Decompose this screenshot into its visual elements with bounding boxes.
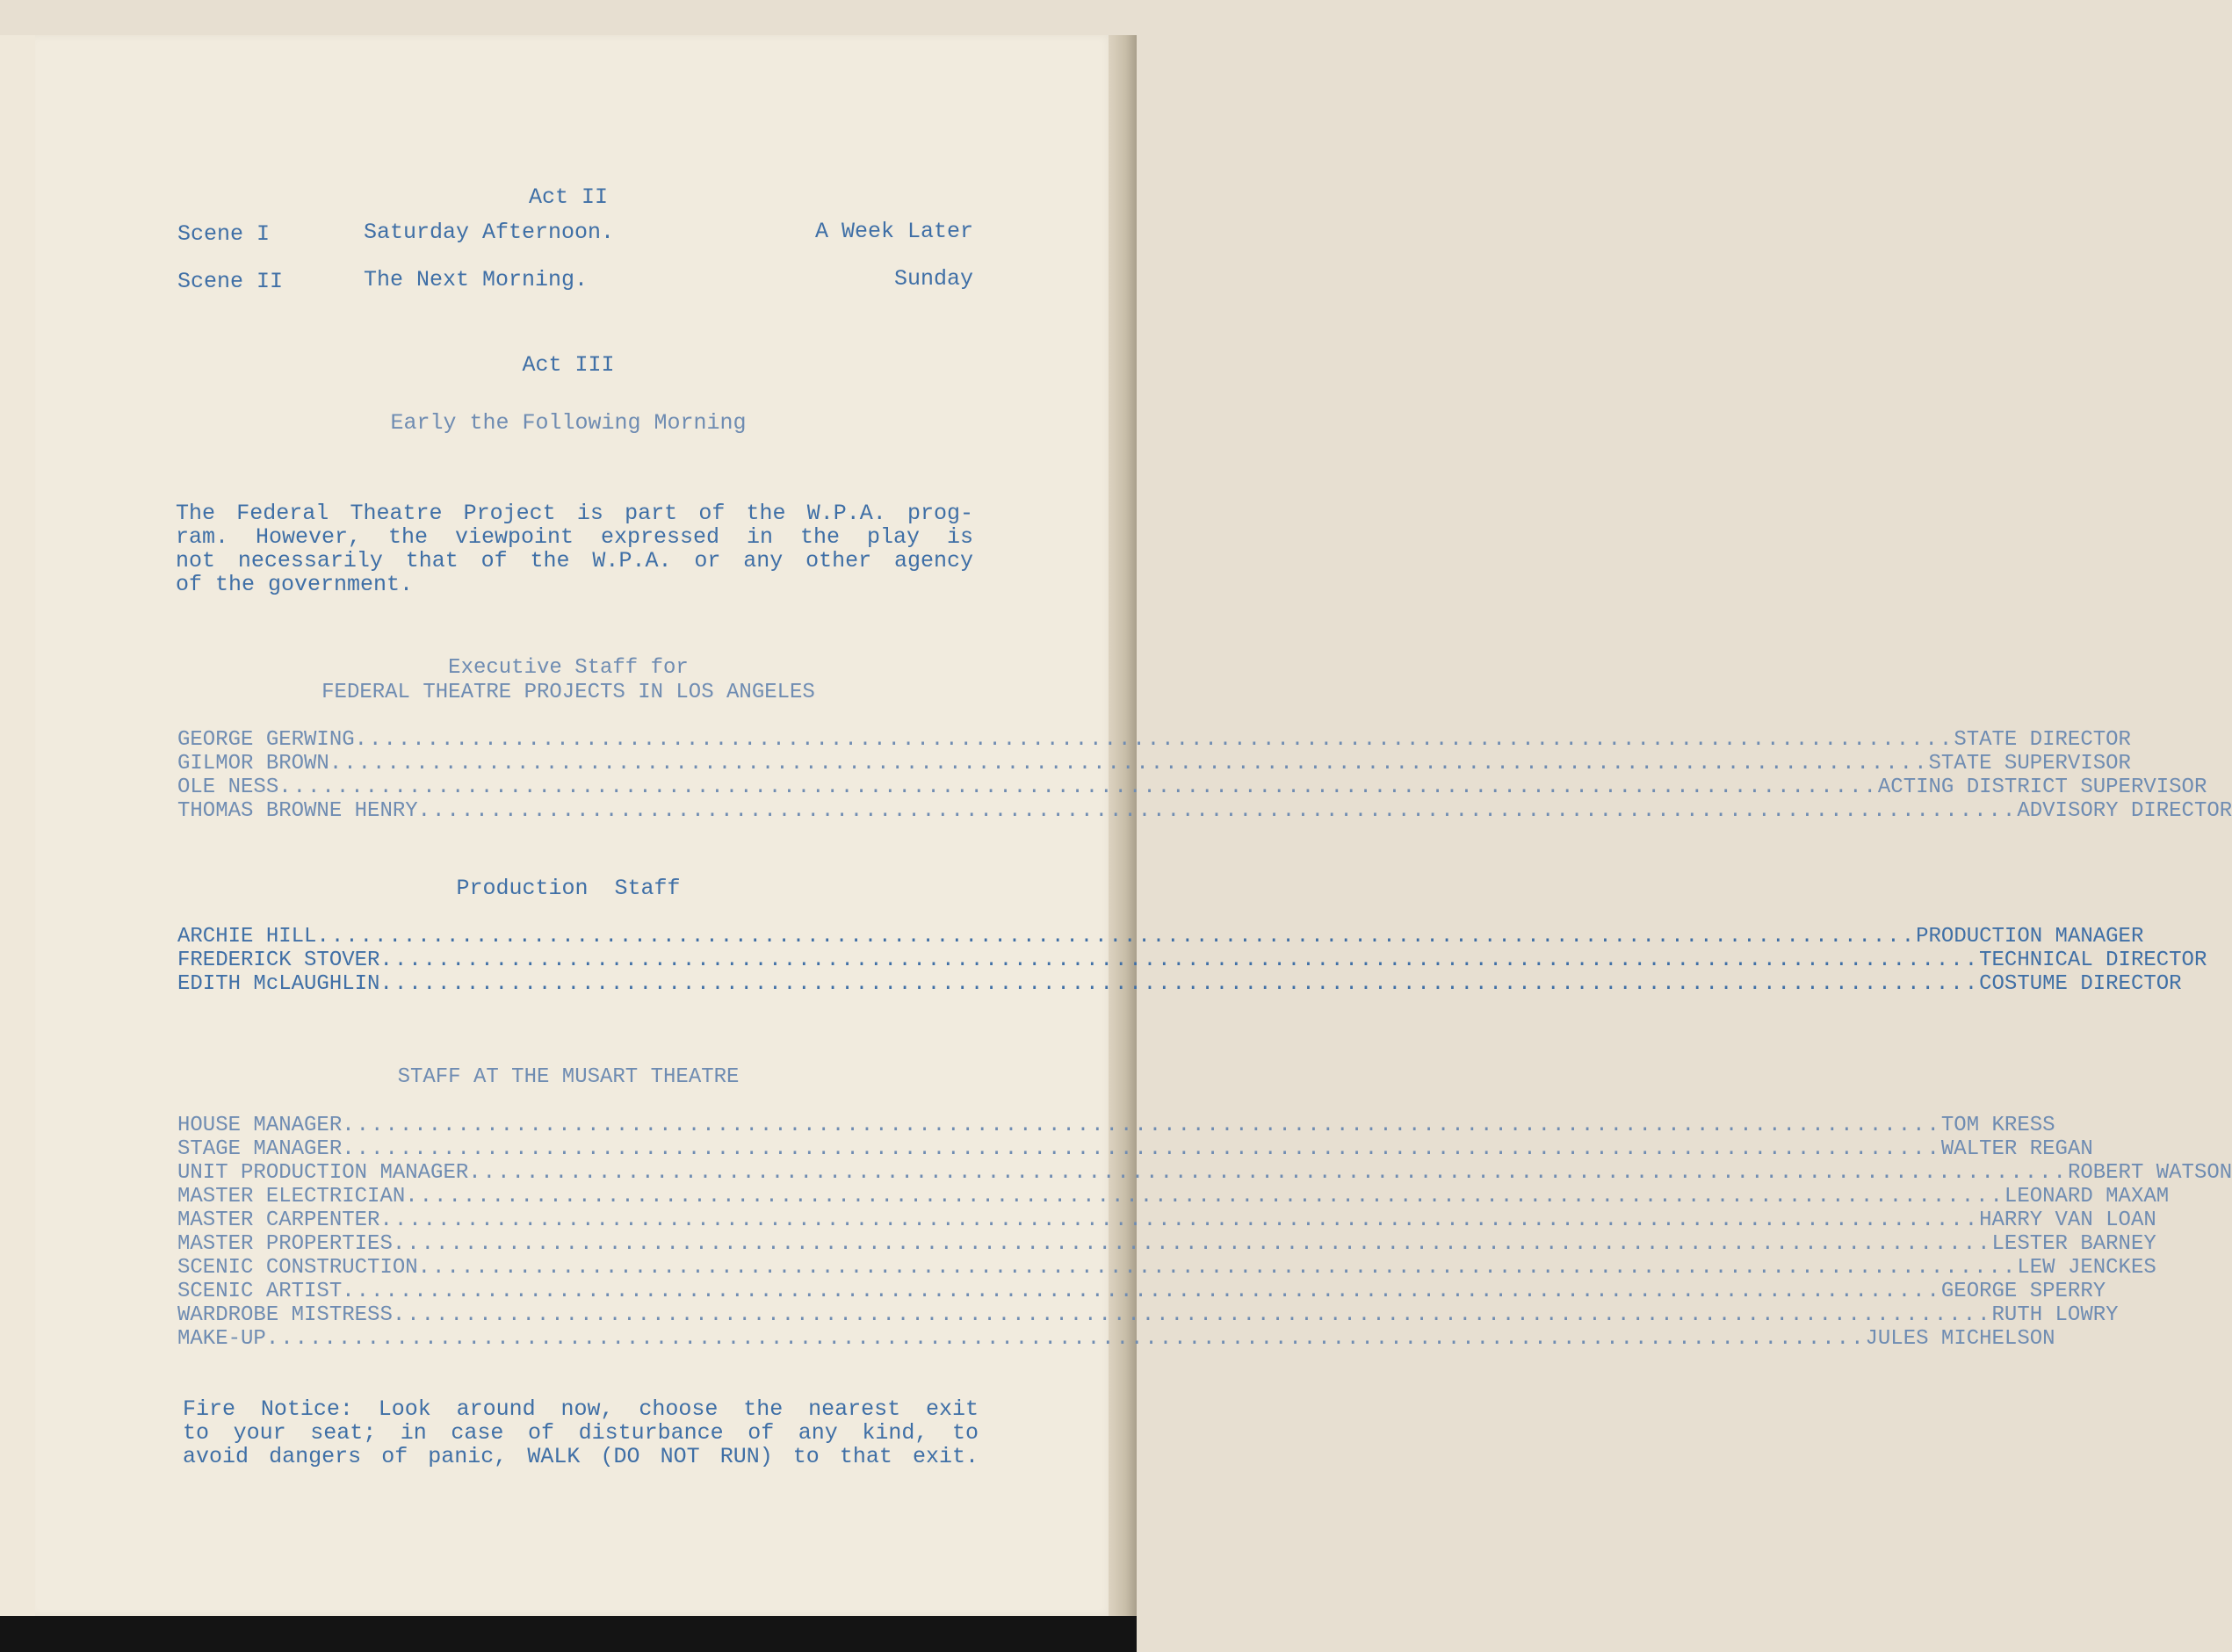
dot-leader: ............................................................................................................... [379, 972, 1980, 996]
scene-2-label: Scene II [177, 269, 284, 294]
staff-role: WARDROBE MISTRESS [177, 1303, 393, 1327]
staff-title: COSTUME DIRECTOR [1979, 972, 2182, 996]
musart-row [177, 1114, 2055, 1137]
page-edge [1109, 35, 1137, 1616]
production-row [177, 949, 2207, 972]
staff-title: ACTING DISTRICT SUPERVISOR [1877, 776, 2207, 799]
executive-row [177, 799, 2232, 823]
dot-leader: ............................................................................................................... [278, 776, 1878, 799]
musart-row [177, 1208, 2156, 1232]
disclaimer-line-4: of the government. [176, 572, 414, 597]
staff-name: LEW JENCKES [2017, 1256, 2156, 1280]
act3-heading: Act III [522, 352, 615, 378]
musart-row [177, 1161, 2232, 1185]
dot-leader: ............................................................................................................... [342, 1137, 1941, 1161]
staff-role: MASTER CARPENTER [177, 1208, 380, 1232]
scene-1-label: Scene I [177, 221, 271, 247]
musart-row [177, 1303, 2119, 1327]
staff-role: STAGE MANAGER [177, 1137, 343, 1161]
dot-leader: ............................................................................................................... [329, 752, 1929, 776]
dot-leader: ............................................................................................................... [417, 1256, 2018, 1280]
staff-title: PRODUCTION MANAGER [1916, 925, 2144, 949]
scan-border [0, 1616, 1137, 1652]
staff-role: MASTER PROPERTIES [177, 1232, 393, 1256]
staff-role: MASTER ELECTRICIAN [177, 1185, 406, 1208]
staff-name: EDITH McLAUGHLIN [177, 972, 380, 996]
musart-row [177, 1280, 2106, 1303]
production-row [177, 925, 2144, 949]
staff-name: GEORGE SPERRY [1940, 1280, 2106, 1303]
staff-name: LEONARD MAXAM [2004, 1185, 2170, 1208]
musart-row [177, 1137, 2093, 1161]
scene-2-time: The Next Morning. [364, 267, 589, 292]
dot-leader: ............................................................................................................... [468, 1161, 2068, 1185]
musart-heading: STAFF AT THE MUSART THEATRE [397, 1065, 740, 1089]
staff-name: OLE NESS [177, 776, 279, 799]
disclaimer-line-1: The Federal Theatre Project is part of the W.P.A. prog- [176, 501, 973, 526]
dot-leader: ............................................................................................................... [265, 1327, 1866, 1351]
fire-notice-line-2: to your seat; in case of disturbance of any kind, to [183, 1420, 979, 1446]
staff-name: GEORGE GERWING [177, 728, 355, 752]
musart-row [177, 1327, 2055, 1351]
fire-notice-line-3: avoid dangers of panic, WALK (DO NOT RUN) to that exit. [183, 1444, 979, 1469]
staff-name: WALTER REGAN [1940, 1137, 2093, 1161]
staff-role: UNIT PRODUCTION MANAGER [177, 1161, 469, 1185]
staff-name: ROBERT WATSON [2067, 1161, 2232, 1185]
act2-heading: Act II [528, 184, 608, 210]
dot-leader: ............................................................................................................... [354, 728, 1954, 752]
dot-leader: ............................................................................................................... [342, 1280, 1941, 1303]
executive-row [177, 776, 2207, 799]
dot-leader: ............................................................................................................... [379, 1208, 1980, 1232]
staff-name: LESTER BARNEY [1991, 1232, 2156, 1256]
staff-role: SCENIC ARTIST [177, 1280, 343, 1303]
fire-notice-line-1: Fire Notice: Look around now, choose the nearest exit [183, 1396, 979, 1422]
executive-subheading: FEDERAL THEATRE PROJECTS IN LOS ANGELES [321, 681, 815, 704]
dot-leader: ............................................................................................................... [316, 925, 1917, 949]
staff-name: RUTH LOWRY [1991, 1303, 2119, 1327]
staff-role: SCENIC CONSTRUCTION [177, 1256, 418, 1280]
staff-title: STATE SUPERVISOR [1928, 752, 2131, 776]
staff-name: THOMAS BROWNE HENRY [177, 799, 418, 823]
production-row [177, 972, 2182, 996]
dot-leader: ............................................................................................................... [392, 1303, 1992, 1327]
disclaimer-line-2: ram. However, the viewpoint expressed in the play is [176, 524, 973, 550]
executive-heading: Executive Staff for [448, 656, 689, 680]
staff-role: MAKE-UP [177, 1327, 266, 1351]
staff-name: FREDERICK STOVER [177, 949, 380, 972]
staff-title: TECHNICAL DIRECTOR [1979, 949, 2207, 972]
staff-name: TOM KRESS [1940, 1114, 2055, 1137]
production-heading: Production Staff [456, 876, 681, 901]
executive-row [177, 752, 2131, 776]
staff-title: ADVISORY DIRECTOR [2017, 799, 2232, 823]
dot-leader: ............................................................................................................... [417, 799, 2018, 823]
scene-2-note: Sunday [893, 266, 973, 292]
staff-name: ARCHIE HILL [177, 925, 317, 949]
dot-leader: ............................................................................................................... [379, 949, 1980, 972]
staff-name: JULES MICHELSON [1865, 1327, 2055, 1351]
dot-leader: ............................................................................................................... [342, 1114, 1941, 1137]
staff-name: GILMOR BROWN [177, 752, 329, 776]
disclaimer-line-3: not necessarily that of the W.P.A. or any other agency [176, 548, 973, 574]
scene-1-time: Saturday Afternoon. [364, 220, 615, 245]
musart-row [177, 1232, 2156, 1256]
musart-row [177, 1256, 2156, 1280]
staff-title: STATE DIRECTOR [1954, 728, 2131, 752]
dot-leader: ............................................................................................................... [405, 1185, 2004, 1208]
musart-row [177, 1185, 2170, 1208]
facing-page-edge [0, 35, 36, 1616]
executive-row [177, 728, 2131, 752]
staff-role: HOUSE MANAGER [177, 1114, 343, 1137]
scene-1-note: A Week Later [814, 219, 973, 244]
dot-leader: ............................................................................................................... [392, 1232, 1992, 1256]
staff-name: HARRY VAN LOAN [1979, 1208, 2156, 1232]
act3-time: Early the Following Morning [390, 410, 747, 436]
